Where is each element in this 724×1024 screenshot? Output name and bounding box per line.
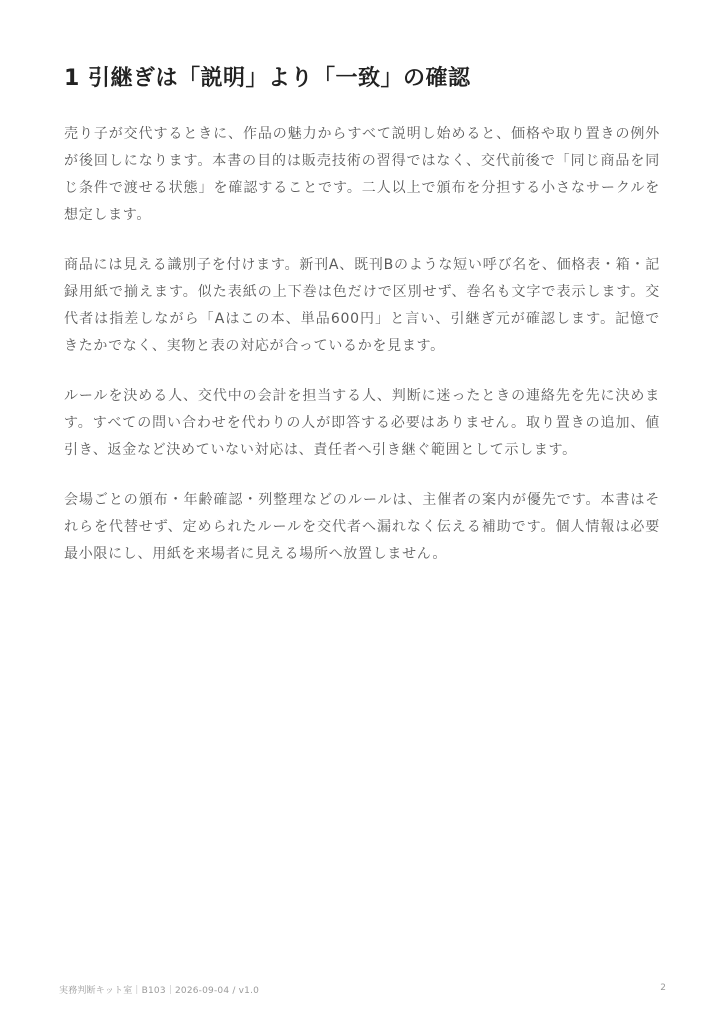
paragraph-identifiers: 商品には見える識別子を付けます。新刊A、既刊Bのような短い呼び名を、価格表・箱・記録用紙で揃えます。似た表紙の上下巻は色だけで区別せず、巻名も文字で表示します。交代者は指差しながら「Aはこの本、単品600円」と言い、引継ぎ元が確認します。記憶できたかでなく、実物と表の対応が合っているかを見ます。	[64, 257, 660, 354]
body-text	[64, 121, 660, 591]
paragraph-roles: ルールを決める人、交代中の会計を担当する人、判断に迷ったときの連絡先を先に決めます。すべての問い合わせを代わりの人が即答する必要はありません。取り置きの追加、値引き、返金など決めていない対応は、責任者へ引き継ぐ範囲として示します。	[64, 388, 660, 458]
paragraph-intro: 売り子が交代するときに、作品の魅力からすべて説明し始めると、価格や取り置きの例外が後回しになります。本書の目的は販売技術の習得ではなく、交代前後で「同じ商品を同じ条件で渡せる状態」を確認することです。二人以上で頒布を分担する小さなサークルを想定します。	[64, 126, 660, 223]
chapter-title: 1 引継ぎは「説明」より「一致」の確認	[64, 66, 471, 91]
paragraph-venue-rules: 会場ごとの頒布・年齢確認・列整理などのルールは、主催者の案内が優先です。本書はそれらを代替せず、定められたルールを交代者へ漏れなく伝える補助です。個人情報は必要最小限にし、用紙を来場者に見える場所へ放置しません。	[64, 492, 660, 562]
footer-info: 実務判断キット室｜B103｜2026-09-04 / v1.0	[59, 986, 260, 996]
page-number: 2	[660, 983, 666, 993]
